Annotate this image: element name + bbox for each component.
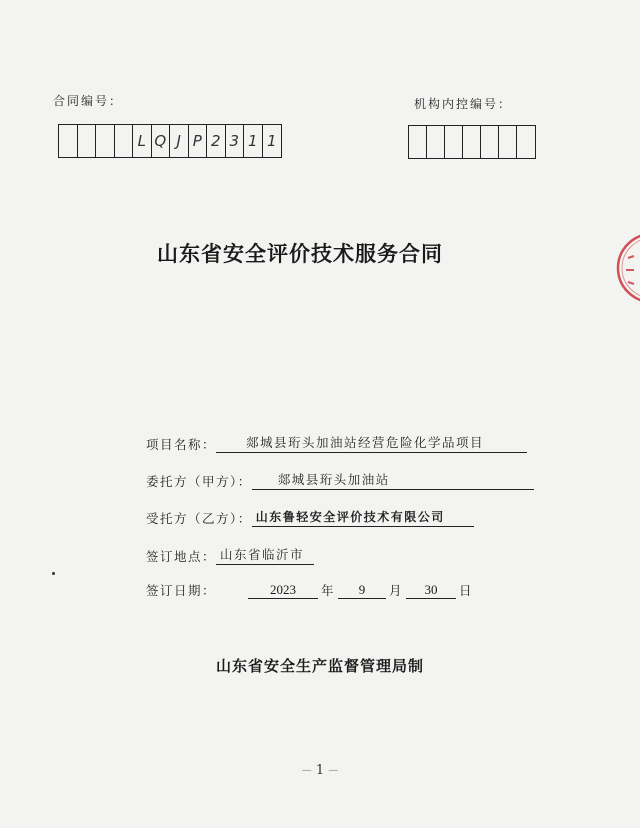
year-unit: 年: [321, 583, 336, 598]
contract-number-label: 合同编号：: [53, 94, 124, 108]
contractor-label: 受托方（乙方）：: [146, 511, 252, 526]
contract-number-char-box: [115, 125, 134, 157]
contract-number-char-box: [96, 125, 115, 157]
signing-date-row: [146, 581, 476, 599]
internal-number-char-box: [463, 126, 481, 158]
month-unit: 月: [389, 583, 404, 598]
contract-number-boxes: [58, 124, 282, 158]
signing-place-label: 签订地点：: [146, 549, 217, 564]
signing-date-year: 2023: [248, 582, 318, 599]
contract-number-char-box: L: [133, 125, 152, 157]
signing-date-month: 9: [338, 582, 386, 599]
red-seal-stamp-icon: [614, 228, 640, 308]
document-title: 山东省安全评价技术服务合同: [157, 242, 443, 266]
contract-number-char-box: [59, 125, 78, 157]
contract-number-char-box: [78, 125, 97, 157]
issuing-authority: 山东省安全生产监督管理局制: [215, 657, 424, 675]
contract-number-char-box: 3: [226, 125, 245, 157]
contract-number-char-box: P: [189, 125, 208, 157]
internal-number-char-box: [445, 126, 463, 158]
contractor-row: [146, 508, 474, 527]
page-number-value: 1: [315, 763, 325, 778]
contract-number-char-box: 1: [244, 125, 263, 157]
client-label: 委托方（甲方）：: [146, 474, 252, 489]
client-row: [146, 470, 534, 490]
internal-number-boxes: [408, 125, 536, 159]
contract-number-char-box: J: [170, 125, 189, 157]
contract-number-char-box: 1: [266, 132, 277, 150]
internal-number-char-box: [499, 126, 517, 158]
contract-number-char-box: Q: [152, 125, 171, 157]
internal-number-char-box: [427, 126, 445, 158]
internal-number-char-box: [481, 126, 499, 158]
internal-number-char-box: [409, 126, 427, 158]
signing-place-value: 山东省临沂市: [216, 545, 314, 565]
project-name-row: [146, 433, 527, 453]
contract-number-char-box: 2: [207, 125, 226, 157]
signing-date-label: 签订日期：: [146, 583, 217, 598]
signing-date-day: 30: [406, 582, 456, 599]
contractor-value: 山东鲁轻安全评价技术有限公司: [252, 508, 474, 527]
day-unit: 日: [459, 583, 474, 598]
page-number: — 1 —: [301, 763, 339, 778]
project-name-label: 项目名称：: [146, 437, 217, 452]
internal-number-char-box: [517, 126, 535, 158]
project-name-value: 郯城县珩头加油站经营危险化学品项目: [216, 433, 527, 453]
client-value: 郯城县珩头加油站: [252, 470, 534, 490]
signing-place-row: [146, 545, 314, 565]
scan-speck: [52, 572, 55, 575]
internal-number-label: 机构内控编号：: [414, 97, 513, 111]
